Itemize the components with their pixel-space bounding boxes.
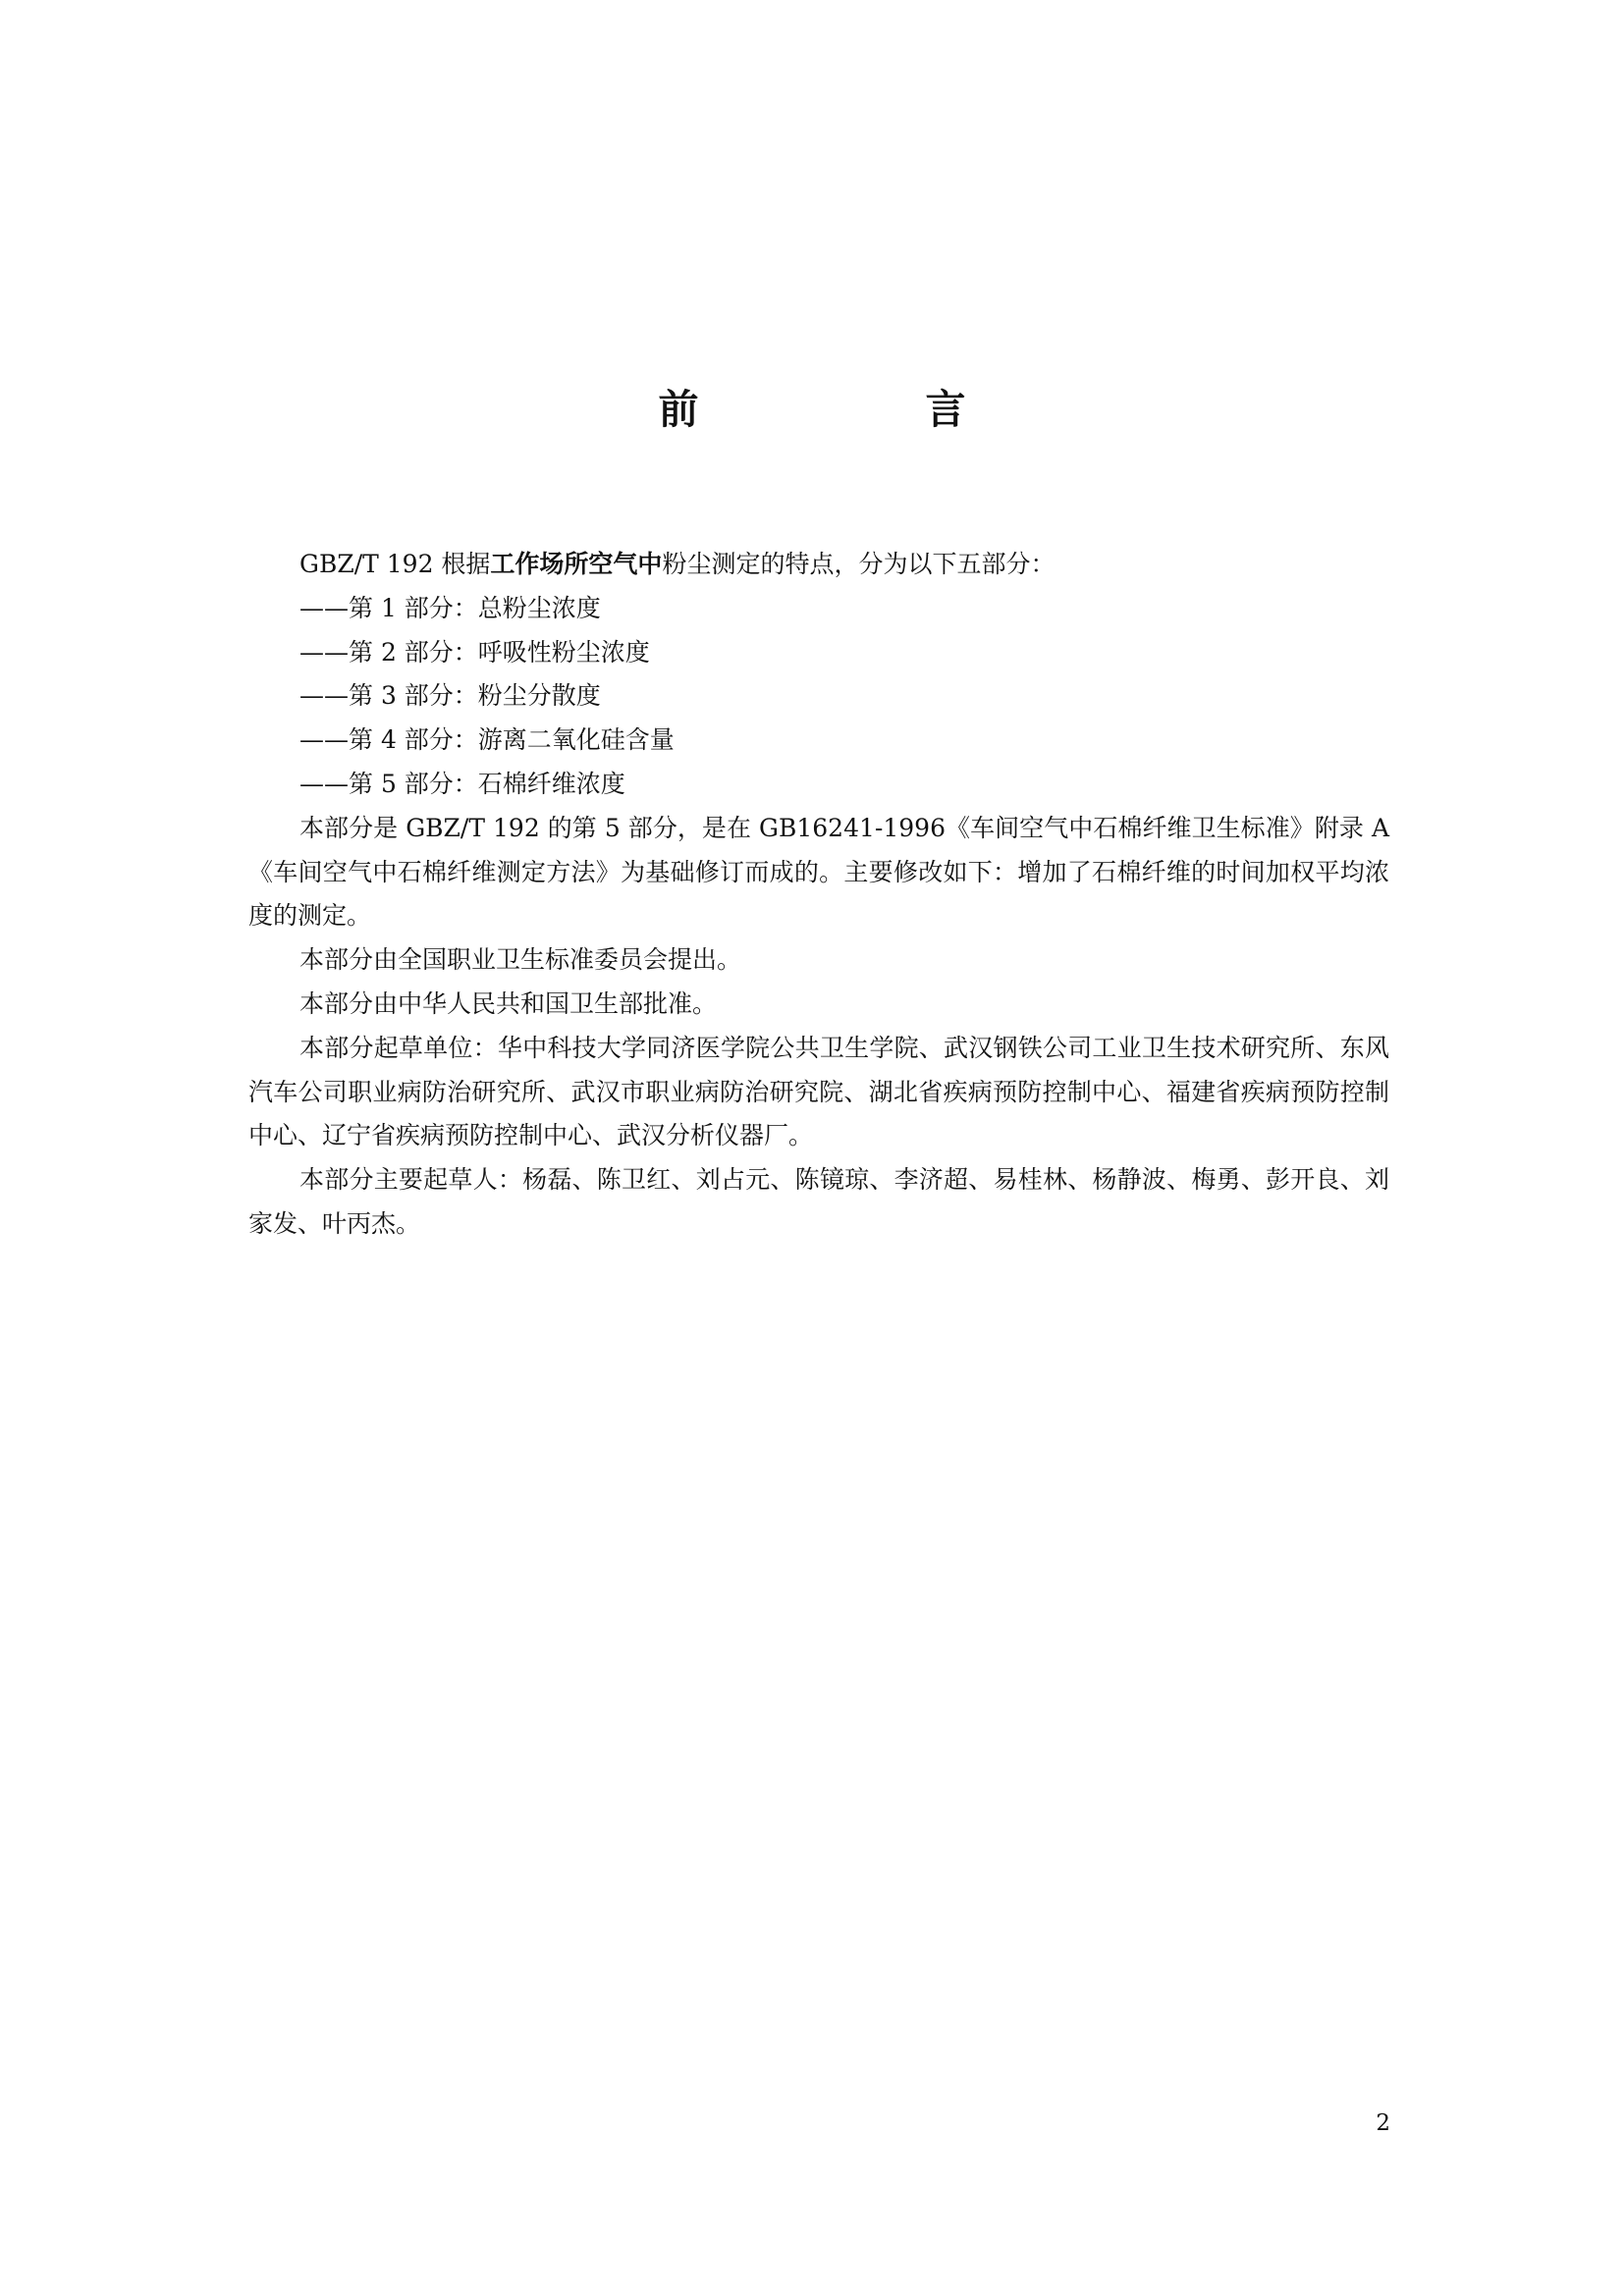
- part-item-3: ——第 3 部分：粉尘分散度: [299, 681, 601, 711]
- paragraph-approver: 本部分由中华人民共和国卫生部批准。: [299, 988, 718, 1018]
- intro-suffix: 粉尘测定的特点，分为以下五部分：: [662, 550, 1056, 578]
- paragraph-drafting-units: 本部分起草单位：华中科技大学同济医学院公共卫生学院、武汉钢铁公司工业卫生技术研究所、东风汽车公司职业病防治研究所、武汉市职业病防治研究院、湖北省疾病预防控制中心、福建省疾病预防控制中心、辽宁省疾病预防控制中心、武汉分析仪器厂。: [248, 1033, 1389, 1150]
- paragraph-basis: 本部分是 GBZ/T 192 的第 5 部分，是在 GB16241-1996《车间空气中石棉纤维卫生标准》附录 A《车间空气中石棉纤维测定方法》为基础修订而成的。主要修改如下：增加了石棉纤维的时间加权平均浓度的测定。: [248, 813, 1389, 931]
- part-item-1: ——第 1 部分：总粉尘浓度: [299, 593, 601, 622]
- intro-paragraph: [248, 543, 1389, 587]
- foreword-body: [248, 543, 1389, 1247]
- paragraph-drafters: 本部分主要起草人：杨磊、陈卫红、刘占元、陈镜琼、李济超、易桂林、杨静波、梅勇、彭开良、刘家发、叶丙杰。: [248, 1165, 1389, 1238]
- part-item-4: ——第 4 部分：游离二氧化硅含量: [299, 725, 675, 755]
- part-item-2: ——第 2 部分：呼吸性粉尘浓度: [299, 637, 650, 667]
- intro-prefix: GBZ/T 192 根据: [299, 550, 491, 578]
- page-number: 2: [1376, 2110, 1390, 2136]
- part-item-5: ——第 5 部分：石棉纤维浓度: [299, 769, 625, 798]
- intro-emphasis: 工作场所空气中: [490, 550, 663, 578]
- title-text: 前 言: [658, 386, 1059, 433]
- paragraph-proposer: 本部分由全国职业卫生标准委员会提出。: [299, 945, 742, 975]
- page-title: [0, 385, 1624, 434]
